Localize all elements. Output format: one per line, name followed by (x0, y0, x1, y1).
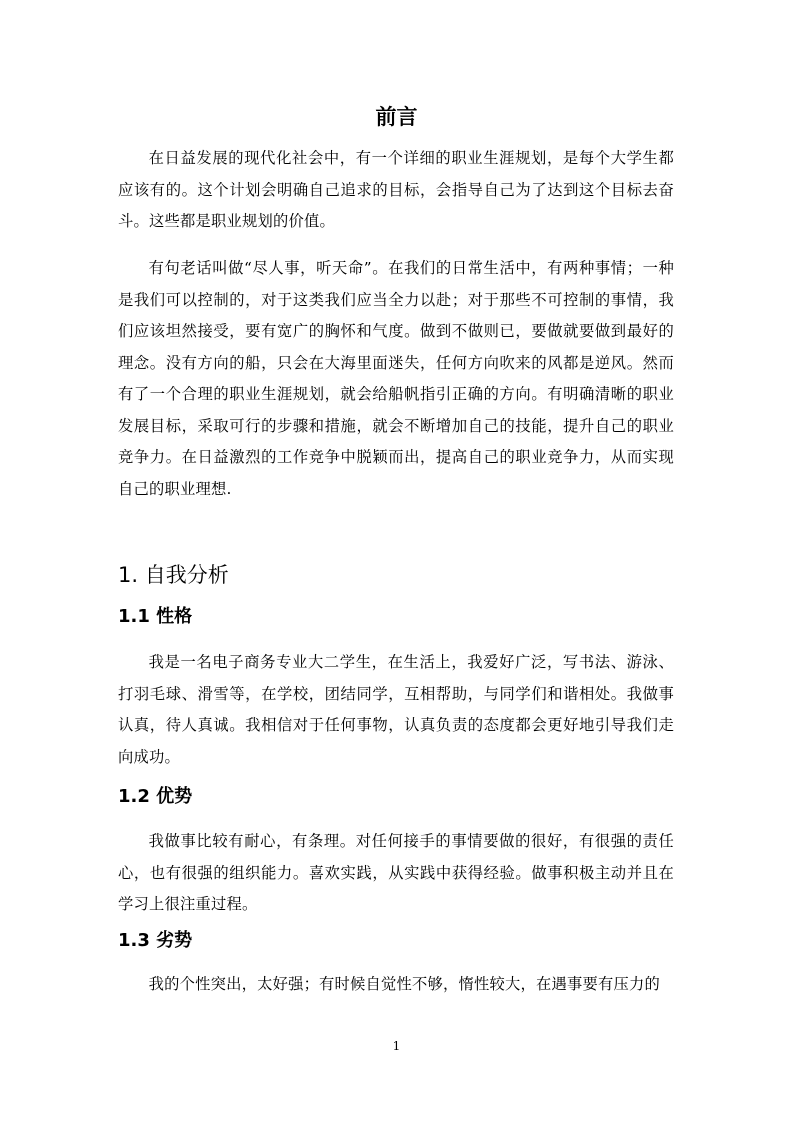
weaknesses-paragraph: 我的个性突出，太好强；有时候自觉性不够，惰性较大，在遇事要有压力的 (148, 975, 660, 993)
subsection-heading-strengths: 1.2 优势 (118, 786, 193, 807)
section-heading-self-analysis: 1. 自我分析 (118, 563, 229, 587)
page-number: 1 (392, 1039, 401, 1053)
strengths-paragraph: 我做事比较有耐心，有条理。对任何接手的事情要做的很好，有很强的责任心，也有很强的组织能力。喜欢实践，从实践中获得经验。做事积极主动并且在学习上很注重过程。 (118, 832, 674, 913)
preface-paragraph-2: 有句老话叫做“尽人事，听天命”。在我们的日常生活中，有两种事情；一种是我们可以控制的，对于这类我们应当全力以赴；对于那些不可控制的事情，我们应该坦然接受，要有宽广的胸怀和气度。做到不做则已，要做就要做到最好的理念。没有方向的船，只会在大海里面迷失，任何方向吹来的风都是逆风。然而有了一个合理的职业生涯规划，就会给船帆指引正确的方向。有明确清晰的职业发展目标，采取可行的步骤和措施，就会不断增加自己的技能，提升自己的职业竞争力。在日益激烈的工作竞争中脱颖而出，提高自己的职业竞争力，从而实现自己的职业理想. (118, 259, 674, 498)
personality-paragraph: 我是一名电子商务专业大二学生，在生活上，我爱好广泛，写书法、游泳、打羽毛球、滑雪等，在学校，团结同学，互相帮助，与同学们和谐相处。我做事认真，待人真诚。我相信对于任何事物，认真负责的态度都会更好地引导我们走向成功。 (118, 653, 674, 766)
subsection-heading-personality: 1.1 性格 (118, 606, 193, 627)
page-title: 前言 (375, 105, 418, 129)
preface-paragraph-1: 在日益发展的现代化社会中，有一个详细的职业生涯规划，是每个大学生都应该有的。这个计划会明确自己追求的目标，会指导自己为了达到这个目标去奋斗。这些都是职业规划的价值。 (118, 149, 674, 230)
subsection-heading-weaknesses: 1.3 劣势 (118, 930, 193, 951)
